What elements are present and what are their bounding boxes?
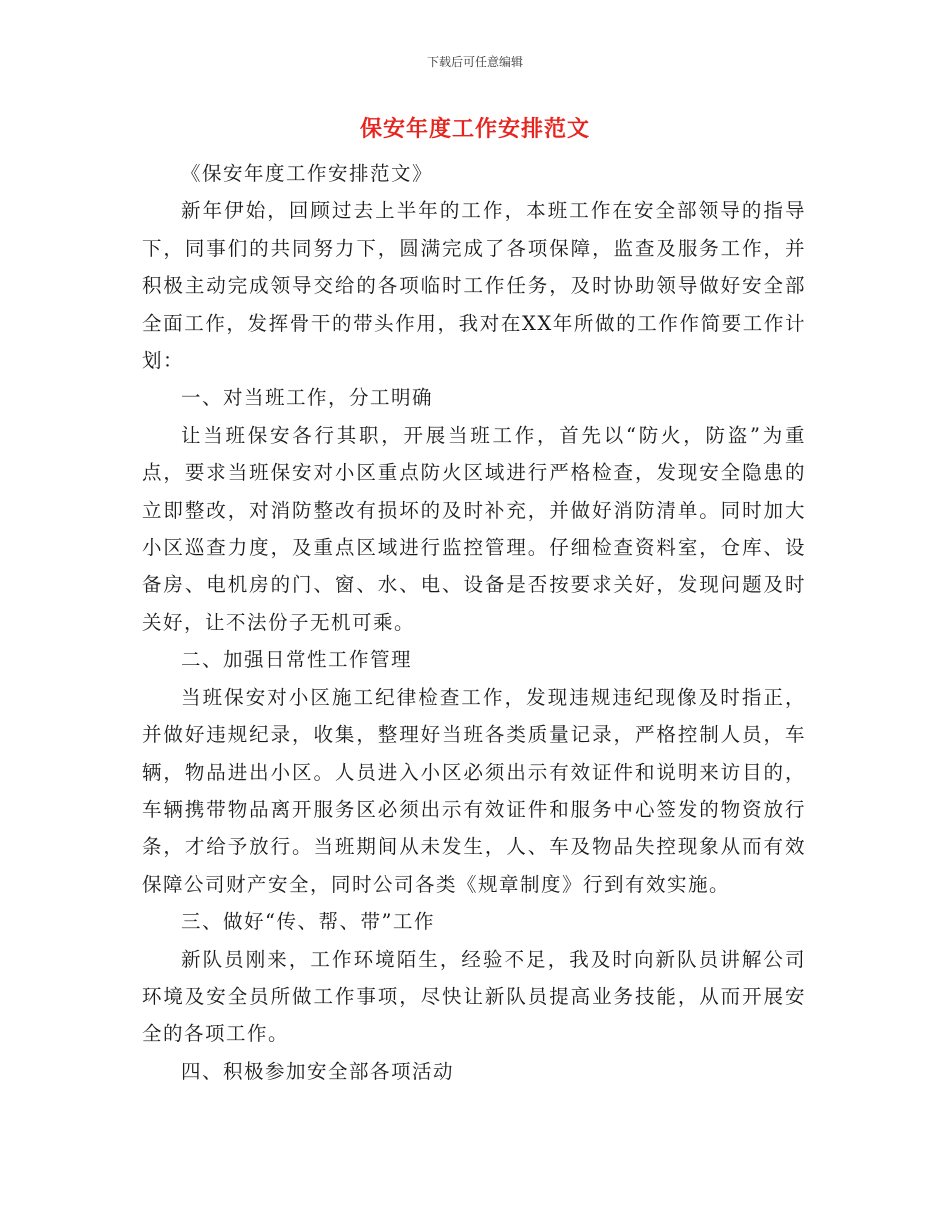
header-note: 下载后可任意编辑 xyxy=(426,55,523,69)
paragraph-section-1: 让当班保安各行其职，开展当班工作，首先以“防火，防盗”为重点，要求当班保安对小区重点防火区域进行严格检查，发现安全隐患的立即整改，对消防整改有损坏的及时补充，并做好消防清单。同时加大小区巡查力度，及重点区域进行监控管理。仔细检查资料室，仓库、设备房、电机房的门、窗、水、电、设备是否按要求关好，发现问题及时关好，让不法份子无机可乘。 xyxy=(142,423,806,634)
paragraph-book-title: 《保安年度工作安排范文》 xyxy=(181,162,434,185)
paragraph-section-3: 新队员刚来，工作环境陌生，经验不足，我及时向新队员讲解公司环境及安全员所做工作事项，尽快让新队员提高业务技能，从而开展安全的各项工作。 xyxy=(142,947,806,1046)
section-heading-3: 三、做好“传、帮、带”工作 xyxy=(181,910,435,934)
paragraph-section-2: 当班保安对小区施工纪律检查工作，发现违规违纪现像及时指正，并做好违规纪录，收集，整理好当班各类质量记录，严格控制人员，车辆，物品进出小区。人员进入小区必须出示有效证件和说明来访目的，车辆携带物品离开服务区必须出示有效证件和服务中心签发的物资放行条，才给予放行。当班期间从未发生，人、车及物品失控现象从而有效保障公司财产安全，同时公司各类《规章制度》行到有效实施。 xyxy=(142,685,806,896)
section-heading-2: 二、加强日常性工作管理 xyxy=(181,648,413,672)
section-heading-4: 四、积极参加安全部各项活动 xyxy=(181,1059,455,1083)
section-heading-1: 一、对当班工作，分工明确 xyxy=(181,386,434,410)
paragraph-intro: 新年伊始，回顾过去上半年的工作，本班工作在安全部领导的指导下，同事们的共同努力下，圆满完成了各项保障，监查及服务工作，并积极主动完成领导交给的各项临时工作任务，及时协助领导做好安全部全面工作，发挥骨干的带头作用，我对在XX年所做的工作作简要工作计划： xyxy=(142,199,806,373)
document-title: 保安年度工作安排范文 xyxy=(359,117,590,142)
document-body xyxy=(142,155,806,1090)
